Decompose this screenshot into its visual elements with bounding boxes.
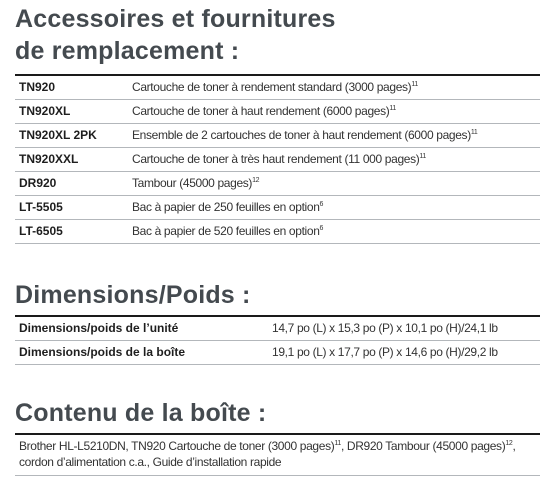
footnote-ref: 11 <box>470 129 478 136</box>
footnote-ref: 12 <box>252 177 260 184</box>
dimension-label: Dimensions/poids de la boîte <box>19 345 186 359</box>
part-code: TN920XL 2PK <box>19 128 97 142</box>
table-row <box>15 196 540 220</box>
part-description: Tambour (45000 pages)$^{12}$ <box>132 176 260 190</box>
footnote-ref: 12 <box>505 440 513 447</box>
table-row <box>15 100 540 124</box>
accessories-title-line1: Accessoires et fournitures <box>15 5 336 33</box>
table-row <box>15 317 540 341</box>
footnote-ref: 11 <box>419 153 426 160</box>
box-contents-rule <box>15 433 540 435</box>
part-description: Ensemble de 2 cartouches de toner à haut rendement (6000 pages)$^{11}$ <box>132 128 478 142</box>
table-row <box>15 148 540 172</box>
table-row <box>15 172 540 196</box>
dimension-value: 14,7 po (L) x 15,3 po (P) x 10,1 po (H)/24,1 lb <box>272 321 498 335</box>
footnote-ref: 6 <box>319 225 324 232</box>
footnote-ref: 11 <box>389 105 396 112</box>
part-code: DR920 <box>19 176 57 190</box>
accessories-title-line2: de remplacement : <box>15 37 240 65</box>
part-code: TN920 <box>19 80 56 94</box>
table-row <box>15 124 540 148</box>
dimensions-table <box>15 317 540 365</box>
part-description: Bac à papier de 250 feuilles en option$^6$ <box>132 200 324 214</box>
part-description: Bac à papier de 520 feuilles en option$^6$ <box>132 224 324 238</box>
part-code: TN920XL <box>19 104 71 118</box>
dimension-value: 19,1 po (L) x 17,7 po (P) x 14,6 po (H)/29,2 lb <box>272 345 498 359</box>
part-code: TN920XXL <box>19 152 79 166</box>
part-description: Cartouche de toner à haut rendement (6000 pages)$^{11}$ <box>132 104 396 118</box>
footnote-ref: 11 <box>334 440 341 447</box>
part-code: LT-6505 <box>19 224 63 238</box>
part-description: Cartouche de toner à rendement standard (3000 pages)$^{11}$ <box>132 80 418 94</box>
footnote-ref: 11 <box>411 81 418 88</box>
part-code: LT-5505 <box>19 200 63 214</box>
box-contents-title: Contenu de la boîte : <box>15 399 267 427</box>
box-contents-bottom-rule <box>15 475 540 476</box>
part-description: Cartouche de toner à très haut rendement (11 000 pages)$^{11}$ <box>132 152 426 166</box>
box-contents-text: Brother HL-L5210DN, TN920 Cartouche de toner (3000 pages)$^{11}$, DR920 Tambour (45000 pages)$^{12}$, cordon d’alimentation c.a., Guide d’installation rapide <box>19 439 516 469</box>
footnote-ref: 6 <box>319 201 324 208</box>
table-row <box>15 341 540 365</box>
dimensions-title: Dimensions/Poids : <box>15 281 251 309</box>
table-row <box>15 76 540 100</box>
table-row <box>15 220 540 244</box>
dimension-label: Dimensions/poids de l’unité <box>19 321 179 335</box>
accessories-table <box>15 76 540 244</box>
